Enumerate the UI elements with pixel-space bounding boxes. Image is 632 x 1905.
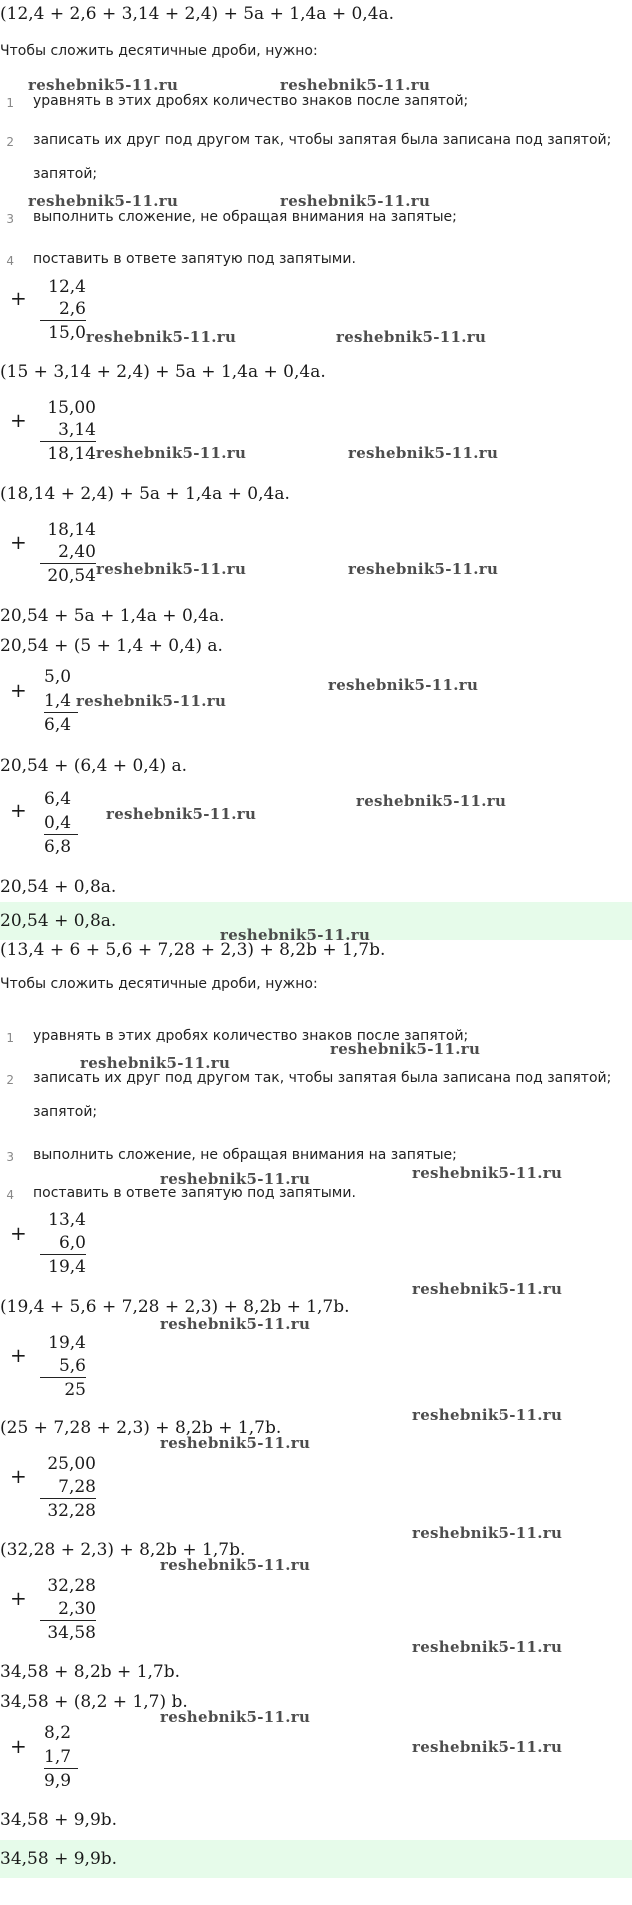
watermark: reshebnik5-11.ru xyxy=(412,1164,563,1182)
addend: 7,28 xyxy=(40,1476,96,1499)
answer: 20,54 + 0,8a. xyxy=(0,911,117,931)
addend: 8,2 xyxy=(44,1723,72,1743)
step-number: 3 xyxy=(6,212,14,226)
step-text: поставить в ответе запятую под запятыми. xyxy=(33,251,356,267)
plus-sign: + xyxy=(10,1464,27,1488)
watermark: reshebnik5-11.ru xyxy=(86,328,237,346)
sum: 15,0 xyxy=(48,323,86,343)
watermark: reshebnik5-11.ru xyxy=(280,192,431,210)
watermark: reshebnik5-11.ru xyxy=(412,1524,563,1542)
addend: 6,0 xyxy=(40,1232,86,1255)
expression: (12,4 + 2,6 + 3,14 + 2,4) + 5a + 1,4a + 0,4a. xyxy=(0,4,395,24)
intro-text: Чтобы сложить десятичные дроби, нужно: xyxy=(0,976,318,992)
plus-sign: + xyxy=(10,1343,27,1367)
addend: 5,0 xyxy=(44,667,72,687)
addend: 1,4 xyxy=(44,690,78,713)
watermark: reshebnik5-11.ru xyxy=(96,560,247,578)
plus-sign: + xyxy=(10,1734,27,1758)
addend: 18,14 xyxy=(47,520,96,540)
addend: 2,6 xyxy=(40,298,86,321)
plus-sign: + xyxy=(10,286,27,310)
addend: 13,4 xyxy=(48,1210,86,1230)
step-number: 3 xyxy=(6,1150,14,1164)
watermark: reshebnik5-11.ru xyxy=(160,1708,311,1726)
plus-sign: + xyxy=(10,1221,27,1245)
addend: 0,4 xyxy=(44,812,78,835)
step-number: 2 xyxy=(6,1073,14,1087)
expression: (15 + 3,14 + 2,4) + 5a + 1,4a + 0,4a. xyxy=(0,362,326,382)
answer: 34,58 + 9,9b. xyxy=(0,1849,118,1869)
expression: 20,54 + (6,4 + 0,4) a. xyxy=(0,756,188,776)
sum: 6,4 xyxy=(44,715,72,735)
plus-sign: + xyxy=(10,678,27,702)
addend: 32,28 xyxy=(47,1576,96,1596)
watermark: reshebnik5-11.ru xyxy=(28,192,179,210)
expression: 20,54 + 0,8a. xyxy=(0,877,117,897)
watermark: reshebnik5-11.ru xyxy=(348,560,499,578)
answer-box xyxy=(0,1840,632,1878)
step-text: поставить в ответе запятую под запятыми. xyxy=(33,1185,356,1201)
expression: 34,58 + 8,2b + 1,7b. xyxy=(0,1662,181,1682)
addend: 3,14 xyxy=(40,419,96,442)
watermark: reshebnik5-11.ru xyxy=(330,1040,481,1058)
watermark: reshebnik5-11.ru xyxy=(412,1738,563,1756)
expression: 34,58 + 9,9b. xyxy=(0,1810,118,1830)
watermark: reshebnik5-11.ru xyxy=(80,1054,231,1072)
sum: 6,8 xyxy=(44,837,72,857)
watermark: reshebnik5-11.ru xyxy=(160,1170,311,1188)
expression: (25 + 7,28 + 2,3) + 8,2b + 1,7b. xyxy=(0,1418,282,1438)
addend: 15,00 xyxy=(47,398,96,418)
watermark: reshebnik5-11.ru xyxy=(76,692,227,710)
step-number: 1 xyxy=(6,1031,14,1045)
watermark: reshebnik5-11.ru xyxy=(356,792,507,810)
expression: 34,58 + (8,2 + 1,7) b. xyxy=(0,1692,188,1712)
watermark: reshebnik5-11.ru xyxy=(336,328,487,346)
watermark: reshebnik5-11.ru xyxy=(220,926,371,944)
addend: 19,4 xyxy=(48,1333,86,1353)
watermark: reshebnik5-11.ru xyxy=(412,1638,563,1656)
step-text-continuation: запятой; xyxy=(33,1104,98,1120)
intro-text: Чтобы сложить десятичные дроби, нужно: xyxy=(0,43,318,59)
plus-sign: + xyxy=(10,408,27,432)
watermark: reshebnik5-11.ru xyxy=(28,76,179,94)
sum: 34,58 xyxy=(47,1623,96,1643)
sum: 32,28 xyxy=(47,1501,96,1521)
step-text: записать их друг под другом так, чтобы запятая была записана под запятой; xyxy=(33,132,612,148)
watermark: reshebnik5-11.ru xyxy=(160,1556,311,1574)
step-number: 4 xyxy=(6,1188,14,1202)
addend: 25,00 xyxy=(47,1454,96,1474)
sum: 20,54 xyxy=(47,566,96,586)
step-number: 1 xyxy=(6,96,14,110)
addend: 6,4 xyxy=(44,789,72,809)
sum: 9,9 xyxy=(44,1771,72,1791)
plus-sign: + xyxy=(10,798,27,822)
expression: (13,4 + 6 + 5,6 + 7,28 + 2,3) + 8,2b + 1,7b. xyxy=(0,940,386,960)
addend: 5,6 xyxy=(40,1355,86,1378)
step-number: 2 xyxy=(6,135,14,149)
addend: 2,30 xyxy=(40,1598,96,1621)
expression: (18,14 + 2,4) + 5a + 1,4a + 0,4a. xyxy=(0,484,290,504)
step-number: 4 xyxy=(6,254,14,268)
expression: 20,54 + (5 + 1,4 + 0,4) a. xyxy=(0,636,223,656)
step-text: уравнять в этих дробях количество знаков после запятой; xyxy=(33,1028,469,1044)
watermark: reshebnik5-11.ru xyxy=(160,1315,311,1333)
plus-sign: + xyxy=(10,1586,27,1610)
watermark: reshebnik5-11.ru xyxy=(96,444,247,462)
watermark: reshebnik5-11.ru xyxy=(328,676,479,694)
expression: (32,28 + 2,3) + 8,2b + 1,7b. xyxy=(0,1540,246,1560)
watermark: reshebnik5-11.ru xyxy=(106,805,257,823)
step-text: выполнить сложение, не обращая внимания на запятые; xyxy=(33,1147,457,1163)
addend: 2,40 xyxy=(40,541,96,564)
step-text: выполнить сложение, не обращая внимания на запятые; xyxy=(33,209,457,225)
watermark: reshebnik5-11.ru xyxy=(160,1434,311,1452)
sum: 18,14 xyxy=(47,444,96,464)
watermark: reshebnik5-11.ru xyxy=(412,1406,563,1424)
addend: 1,7 xyxy=(44,1746,78,1769)
sum: 25 xyxy=(64,1380,86,1400)
sum: 19,4 xyxy=(48,1257,86,1277)
expression: (19,4 + 5,6 + 7,28 + 2,3) + 8,2b + 1,7b. xyxy=(0,1297,350,1317)
step-text-continuation: запятой; xyxy=(33,166,98,182)
step-text: записать их друг под другом так, чтобы запятая была записана под запятой; xyxy=(33,1070,612,1086)
expression: 20,54 + 5a + 1,4a + 0,4a. xyxy=(0,606,225,626)
watermark: reshebnik5-11.ru xyxy=(348,444,499,462)
plus-sign: + xyxy=(10,530,27,554)
watermark: reshebnik5-11.ru xyxy=(280,76,431,94)
watermark: reshebnik5-11.ru xyxy=(412,1280,563,1298)
step-text: уравнять в этих дробях количество знаков после запятой; xyxy=(33,93,469,109)
addend: 12,4 xyxy=(48,277,86,297)
